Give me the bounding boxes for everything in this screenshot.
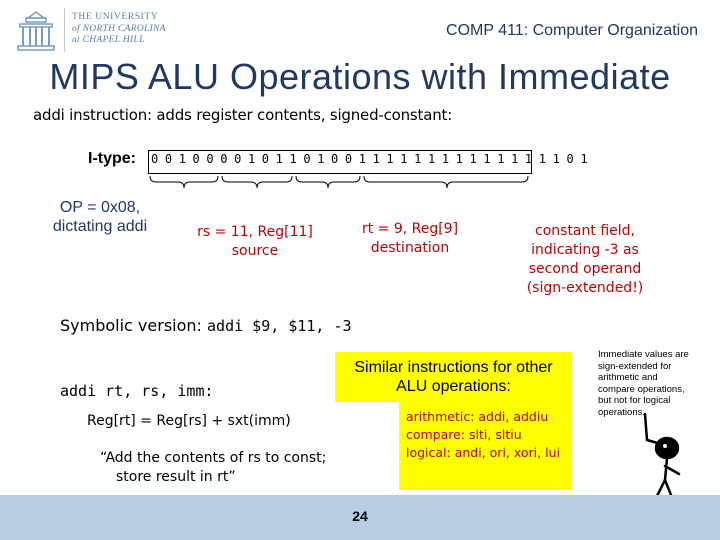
logo-line-2: of NORTH CAROLINA [72, 23, 166, 34]
list-item: logical: andi, ori, xori, lui [406, 445, 560, 460]
op-label-line-2: dictating addi [52, 218, 148, 235]
register-equation: Reg[rt] = Reg[rs] + sxt(imm) [87, 413, 291, 429]
note-line: but not for logical [598, 395, 671, 406]
note-line: arithmetic and [598, 372, 658, 383]
rs-field-label [180, 223, 330, 261]
brace-rt [296, 176, 360, 188]
rt-label-line-1: rt = 9, Reg[9] [361, 221, 459, 237]
generic-instruction-code: addi rt, rs, imm: [60, 382, 214, 400]
brace-op [150, 176, 218, 188]
slide-subtitle: addi instruction: adds register contents, signed-constant: [33, 106, 453, 124]
rt-label-line-2: destination [370, 240, 450, 256]
university-seal-icon [14, 10, 58, 52]
similar-heading-line-2: ALU operations: [396, 378, 511, 395]
const-label-line-1: constant field, [535, 223, 635, 239]
note-line: operations. [598, 406, 646, 418]
symbolic-code: addi $9, $11, -3 [207, 317, 352, 335]
instruction-bits: 0 0 1 0 0 0 0 1 0 1 1 0 1 0 0 1 1 1 1 1 1 1 1 1 1 1 1 1 1 1 0 1 [151, 152, 588, 166]
comment-line-2: store result in rt” [116, 469, 236, 485]
rs-label-line-2: source [231, 243, 279, 259]
const-label-line-4: (sign-extended!) [526, 280, 644, 296]
op-label-line-1: OP = 0x08, [59, 199, 141, 216]
similar-instructions-heading [335, 358, 572, 396]
instruction-list [406, 408, 572, 462]
rt-field-label [335, 220, 485, 258]
const-label-line-2: indicating -3 as [531, 242, 639, 258]
rs-label-line-1: rs = 11, Reg[11] [197, 224, 313, 240]
similar-heading-line-1: Similar instructions for other [354, 359, 553, 376]
university-logo-text [72, 12, 166, 47]
course-title: COMP 411: Computer Organization [446, 22, 698, 39]
note-line: compare operations, [598, 383, 685, 395]
list-item: compare: slti, sltiu [406, 427, 522, 442]
const-label-line-3: second operand [528, 261, 642, 277]
logo-line-1: THE UNIVERSITY [72, 12, 159, 22]
symbolic-label: Symbolic version: [60, 316, 202, 335]
logo-divider [64, 8, 65, 52]
instruction-type-label: I-type: [88, 150, 136, 167]
stick-figure-icon [625, 400, 715, 510]
note-line: Immediate values are [598, 349, 689, 360]
logo-line-3: at CHAPEL HILL [72, 35, 145, 45]
op-field-label [40, 198, 160, 236]
note-line: sign-extended for [598, 360, 672, 372]
list-item: arithmetic: addi, addiu [406, 409, 549, 424]
brace-rs [222, 176, 292, 188]
constant-field-label [510, 222, 660, 298]
symbolic-version [60, 316, 352, 335]
page-number: 24 [352, 508, 368, 524]
instruction-comment [100, 449, 326, 487]
brace-const [364, 176, 528, 188]
comment-line-1: “Add the contents of rs to const; [100, 450, 327, 466]
slide-title: MIPS ALU Operations with Immediate [49, 56, 671, 97]
